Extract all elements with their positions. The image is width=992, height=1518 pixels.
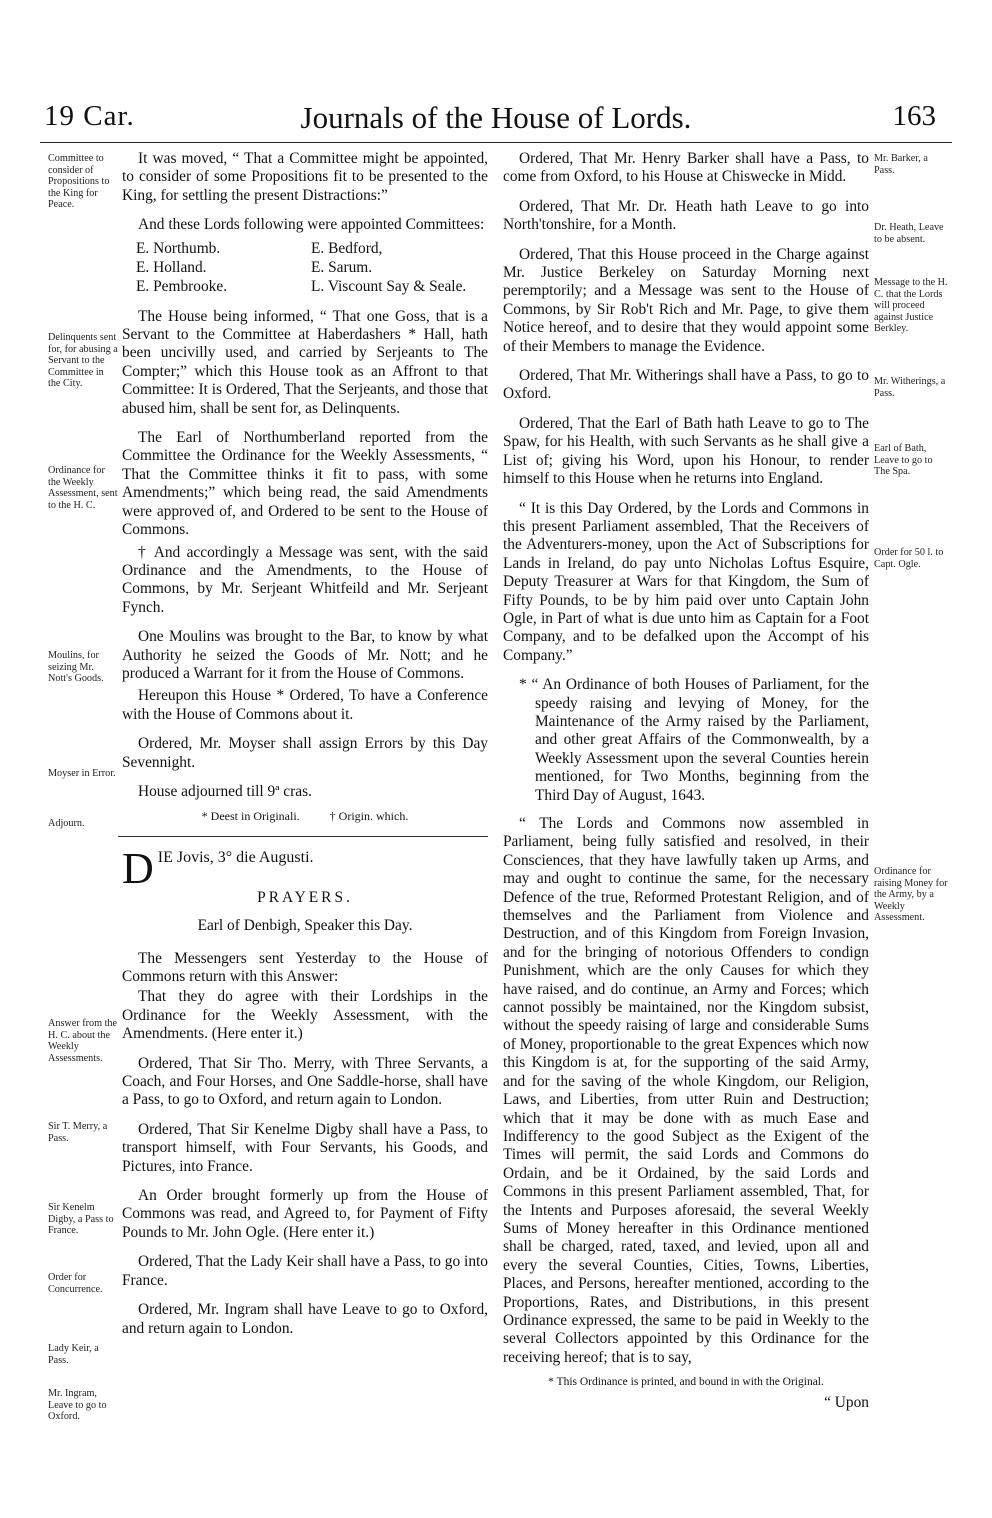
lord-name: E. Northumb.: [136, 239, 221, 257]
ordinance-title: * “ An Ordinance of both Houses of Parliament, for the speedy raising and levying of Money, for the Maintenance of the Army raised by the Parliament, and other great Affairs of the Commonwealth, by a Weekly Assessment upon the several Counties herein mentioned, for Two Months, beginning from the Third Day of August, 1643.: [519, 676, 869, 804]
paragraph: One Moulins was brought to the Bar, to know by what Authority he seized the Goods of Mr. Nott; and he produced a Warrant for it from the House of Commons.: [122, 628, 488, 682]
margin-note: Moulins, for seizing Mr. Nott's Goods.: [48, 650, 104, 685]
paragraph: It was moved, “ That a Committee might be appointed, to consider of some Propositions fit to be presented to the King, for settling the present Distractions:”: [122, 150, 488, 204]
paragraph: Ordered, That Sir Kenelme Digby shall have a Pass, to transport himself, with Four Servants, his Goods, and Pictures, into France.: [122, 1120, 488, 1175]
catchword: “ Upon: [824, 1393, 869, 1411]
margin-note: Lady Keir, a Pass.: [48, 1343, 99, 1366]
header-rule: [40, 142, 952, 143]
right-column: [503, 150, 869, 1412]
drop-cap: D: [122, 843, 154, 893]
paragraph: “ The Lords and Commons now assembled in Parliament, being fully satisfied and resolved, in their Consciences, that they have lawfully taken up Arms, and may and ought to continue the same, for the necessary Defence of the true, Reformed Protestant Religion, and of themselves and the Parliament from Violence and Destruction, and of this Kingdom from Foreign Invasion, and for the bringing of notorious Offenders to condign Punishment, which are the only Causes for which they have raised, and do continue, an Army and Forces; which cannot possibly be maintained, nor the Kingdom subsist, without the speedy raising of large and considerable Sums of Money, proportionable to the great Expences which now this Kingdom is at, for the supporting of the said Army, and for the saving of the whole Kingdom, our Religion, Laws, and Liberties, from utter Ruin and Destruction; which that it may be done with as much Ease and Indifferency to the good Subject as the Exigent of the Times will permit, the said Lords and Commons do Ordain, and be it Ordained, by the said Lords and Commons in this present Parliament assembled, That, for the Intents and Purposes aforesaid, the several Weekly Sums of Money hereafter in this Ordinance mentioned shall be charged, rated, taxed, and levied, upon all and every the several Counties, Cities, Towns, Liberties, Places, and Persons, hereafter mentioned, according to the Proportions, Rates, and Distributions, in this present Ordinance expressed, the same to be paid in Weekly to the several Collectors appointed by this Ordinance for the receiving hereof; that is to say,: [503, 815, 869, 1366]
margin-note: Moyser in Error.: [48, 768, 116, 779]
paragraph: † And accordingly a Message was sent, with the said Ordinance and the Amendments, to the House of Commons, by Mr. Serjeant Whitfeild and Mr. Serjeant Fynch.: [122, 543, 488, 616]
margin-note: Mr. Barker, a Pass.: [874, 153, 928, 176]
left-column: [122, 150, 488, 1349]
committee-lords-list: [136, 239, 488, 296]
paragraph: The Messengers sent Yesterday to the House of Commons return with this Answer:: [122, 949, 488, 985]
paragraph: Ordered, That Sir Tho. Merry, with Three Servants, a Coach, and Four Horses, and One Saddle-horse, shall have a Pass, to go to Oxford, and return again to London.: [122, 1054, 488, 1109]
margin-note: Adjourn.: [48, 818, 85, 829]
paragraph: And these Lords following were appointed Committees:: [138, 216, 485, 234]
paragraph: The Earl of Northumberland reported from the Committee the Ordinance for the Weekly Assessments, “ That the Committee thinks it fit to pass, with some Amendments;” which being read, the said Amendments were approved of, and Ordered to be sent to the House of Commons.: [122, 429, 488, 539]
margin-note: Dr. Heath, Leave to be absent.: [874, 222, 944, 245]
margin-note: Ordinance for raising Money for the Army, by a Weekly Assessment.: [874, 866, 948, 924]
page-header-left: 19 Car.: [44, 100, 135, 132]
margin-note: Message to the H. C. that the Lords will proceed against Justice Berkley.: [874, 277, 948, 335]
paragraph: House adjourned till 9ª cras.: [138, 782, 312, 800]
paragraph: An Order brought formerly up from the House of Commons was read, and Agreed to, for Payment of Fifty Pounds to Mr. John Ogle. (Here enter it.): [122, 1187, 488, 1241]
margin-note: Sir T. Merry, a Pass.: [48, 1121, 108, 1144]
margin-note: Sir Kenelm Digby, a Pass to France.: [48, 1202, 114, 1237]
paragraph: Ordered, That Mr. Witherings shall have a Pass, to go to Oxford.: [503, 367, 869, 403]
lord-name: E. Bedford,: [311, 239, 383, 257]
paragraph: Ordered, That this House proceed in the Charge against Mr. Justice Berkeley on Saturday Morning next peremptorily; and a Message was sent to the House of Commons, by Sir Rob't Rich and Mr. Page, to give them Notice hereof, and to desire that they would appoint some of their Members to manage the Evidence.: [503, 245, 869, 355]
paragraph: Ordered, Mr. Moyser shall assign Errors by this Day Sevennight.: [122, 735, 488, 771]
footnotes: [122, 807, 488, 825]
margin-note: Order for Concurrence.: [48, 1272, 103, 1295]
margin-note: Mr. Ingram, Leave to go to Oxford.: [48, 1388, 107, 1423]
paragraph: Ordered, That Mr. Dr. Heath hath Leave to go into North'tonshire, for a Month.: [503, 197, 869, 234]
paragraph: Ordered, That Mr. Henry Barker shall have a Pass, to come from Oxford, to his House at Chiswecke in Midd.: [503, 150, 869, 186]
lord-name: E. Holland.: [136, 258, 207, 276]
paragraph: Ordered, That the Earl of Bath hath Leave to go to The Spaw, for his Health, with such Servants as he shall give a List of; giving his Word, upon his Honour, to render himself to this House when he returns into England.: [503, 414, 869, 488]
lord-name: E. Pembrooke.: [136, 277, 228, 295]
footnote: * Deest in Originali.: [201, 809, 300, 824]
margin-note: Answer from the H. C. about the Weekly Assessments.: [48, 1018, 118, 1064]
speaker-line: Earl of Denbigh, Speaker this Day.: [197, 917, 413, 935]
margin-note: Ordinance for the Weekly Assessment, sent to the H. C.: [48, 465, 118, 511]
paragraph: The House being informed, “ That one Goss, that is a Servant to the Committee at Haberdashers * Hall, hath been uncivilly used, and carried by Serjeants to The Compter;” which this House took as an Affront to that Committee: It is Ordered, That the Serjeants, and those that abused him, shall be sent for, as Delinquents.: [122, 307, 489, 417]
paragraph: Ordered, Mr. Ingram shall have Leave to go to Oxford, and return again to London.: [122, 1301, 488, 1337]
paragraph: Hereupon this House * Ordered, To have a Conference with the House of Commons about it.: [122, 687, 488, 723]
page-number: 163: [892, 100, 936, 132]
prayers-heading: PRAYERS.: [257, 888, 353, 906]
margin-note: Earl of Bath, Leave to go to The Spa.: [874, 443, 933, 478]
margin-note: Order for 50 l. to Capt. Ogle.: [874, 547, 944, 570]
footnote: † Origin. which.: [329, 809, 409, 824]
section-rule: [118, 836, 488, 837]
paragraph: Ordered, That the Lady Keir shall have a Pass, to go into France.: [122, 1253, 488, 1289]
paragraph: That they do agree with their Lordships in the Ordinance for the Weekly Assessment, with the Amendments. (Here enter it.): [122, 988, 488, 1043]
date-heading: [122, 843, 488, 893]
paragraph: “ It is this Day Ordered, by the Lords and Commons in this present Parliament assembled, That the Receivers of the Adventurers-money, upon the Act of Subscriptions for Lands in Ireland, do pay unto Nicholas Loftus Esquire, Deputy Treasurer at Wars for that Kingdom, the Sum of Fifty Pounds, to be by him paid over unto Captain John Ogle, in Part of what is due unto him as Captain for a Foot Company, and to be defalked upon the Accompt of his Company.”: [503, 499, 869, 664]
margin-note: Committee to consider of Propositions to the King for Peace.: [48, 153, 110, 211]
date-heading-text: IE Jovis, 3° die Augusti.: [157, 848, 314, 866]
margin-note: Mr. Witherings, a Pass.: [874, 376, 946, 399]
margin-note: Delinquents sent for, for abusing a Servant to the Committee in the City.: [48, 332, 118, 390]
footnote: * This Ordinance is printed, and bound in with the Original.: [548, 1376, 824, 1389]
lord-name: E. Sarum.: [311, 258, 373, 276]
lord-name: L. Viscount Say & Seale.: [311, 277, 467, 295]
page-header-title: Journals of the House of Lords.: [300, 100, 692, 135]
